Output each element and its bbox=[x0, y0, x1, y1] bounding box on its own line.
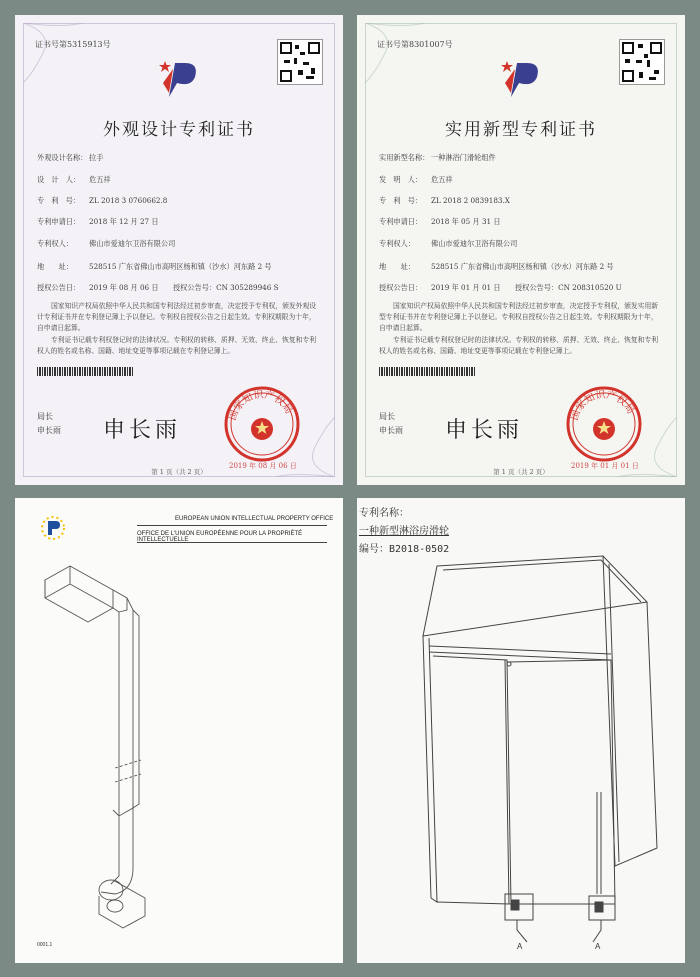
field-row: 地 址： 528515 广东省佛山市高明区杨和镇（沙水）河东路 2 号 bbox=[379, 262, 614, 271]
field-row: 外观设计名称： 拉手 bbox=[37, 153, 104, 162]
barcode bbox=[37, 367, 133, 376]
page-footer: 第 1 页（共 2 页） bbox=[151, 468, 207, 476]
handwritten-signature: 申长雨 bbox=[445, 418, 524, 443]
certificate-title: 实用新型专利证书 bbox=[445, 120, 597, 140]
page-code: 0001.1 bbox=[37, 942, 53, 948]
cnipa-logo-icon bbox=[497, 53, 547, 103]
signature-title: 局长 bbox=[379, 412, 395, 421]
office-name-en: EUROPEAN UNION INTELLECTUAL PROPERTY OFFICE bbox=[175, 516, 334, 522]
callout-label: A bbox=[517, 942, 523, 951]
field-row: 专利申请日： 2018 年 12 月 27 日 bbox=[37, 217, 159, 226]
shower-enclosure-drawing bbox=[357, 498, 685, 963]
handwritten-signature: 申长雨 bbox=[103, 418, 182, 443]
certificate-paragraph: 专利证书记载专利权登记时的法律状况。专利权的转移、质押、无效、终止、恢复和专利权人的姓名或名称、国籍、地址变更等事项记载在专利登记簿上。 bbox=[37, 336, 317, 355]
ornament-corner bbox=[365, 23, 425, 83]
handwritten-label: 专利名称： bbox=[359, 508, 409, 519]
official-seal bbox=[223, 385, 301, 463]
field-row: 授权公告日： 2019 年 01 月 01 日 授权公告号：CN 208310520 U bbox=[379, 283, 622, 292]
barcode bbox=[379, 367, 475, 376]
field-row: 专利权人： 佛山市爱迪尔卫浴有限公司 bbox=[37, 239, 176, 248]
cnipa-logo-icon bbox=[155, 53, 205, 103]
eu-design-drawing bbox=[15, 498, 343, 963]
signature-title: 局长 bbox=[37, 412, 53, 421]
design-patent-certificate bbox=[15, 15, 343, 485]
utility-patent-certificate bbox=[357, 15, 685, 485]
seal-date: 2019 年 08 月 06 日 bbox=[229, 462, 297, 470]
svg-text:国家知识产权局: 国家知识产权局 bbox=[569, 389, 637, 422]
seal-date: 2019 年 01 月 01 日 bbox=[571, 462, 639, 470]
field-row: 授权公告日： 2019 年 08 月 06 日 授权公告号：CN 305289946 S bbox=[37, 283, 279, 292]
handwritten-label: 一种新型淋浴房滑轮 bbox=[359, 526, 449, 537]
field-row: 实用新型名称： 一种淋浴门滑轮组件 bbox=[379, 153, 496, 162]
field-row: 专利权人： 佛山市爱迪尔卫浴有限公司 bbox=[379, 239, 518, 248]
page-footer: 第 1 页（共 2 页） bbox=[493, 468, 549, 476]
certificate-paragraph: 国家知识产权局依照中华人民共和国专利法经过初步审查，决定授予专利权，颁发外观设计专利证书并在专利登记簿上予以登记。专利权自授权公告之日起生效。专利权期限为十年，自申请日起算。 bbox=[37, 302, 317, 332]
office-name-fr: OFFICE DE L'UNION EUROPÉENNE POUR LA PROPRIÉTÉ INTELLECTUELLE bbox=[137, 531, 303, 543]
ornament-corner bbox=[23, 23, 83, 83]
certificate-number: 证书号第8301007号 bbox=[377, 40, 453, 49]
qr-code bbox=[619, 39, 665, 85]
field-row: 专 利 号： ZL 2018 3 0760662.8 bbox=[37, 196, 168, 205]
callout-label: A bbox=[595, 942, 601, 951]
signature-name: 申长雨 bbox=[37, 426, 61, 435]
field-row: 专利申请日： 2018 年 05 月 31 日 bbox=[379, 217, 501, 226]
field-row: 专 利 号： ZL 2018 2 0839183.X bbox=[379, 196, 510, 205]
certificate-title: 外观设计专利证书 bbox=[103, 120, 255, 140]
svg-text:国家知识产权局: 国家知识产权局 bbox=[227, 389, 295, 422]
handle-drawing bbox=[15, 498, 343, 963]
certificate-paragraph: 专利证书记载专利权登记时的法律状况。专利权的转移、质押、无效、终止、恢复和专利权人的姓名或名称、国籍、地址变更等事项记载在专利登记簿上。 bbox=[379, 336, 659, 355]
handwritten-label: 编号：B2018-0502 bbox=[359, 544, 450, 555]
qr-code bbox=[277, 39, 323, 85]
field-row: 设 计 人： 危五祥 bbox=[37, 175, 111, 184]
shower-door-drawing bbox=[357, 498, 685, 963]
signature-name: 申长雨 bbox=[379, 426, 403, 435]
official-seal bbox=[565, 385, 643, 463]
field-row: 地 址： 528515 广东省佛山市高明区杨和镇（沙水）河东路 2 号 bbox=[37, 262, 272, 271]
certificate-number: 证书号第5315913号 bbox=[35, 40, 111, 49]
field-row: 发 明 人： 危五祥 bbox=[379, 175, 453, 184]
certificate-paragraph: 国家知识产权局依照中华人民共和国专利法经过初步审查，决定授予专利权，颁发实用新型专利证书并在专利登记簿上予以登记。专利权自授权公告之日起生效。专利权期限为十年，自申请日起算。 bbox=[379, 302, 659, 332]
